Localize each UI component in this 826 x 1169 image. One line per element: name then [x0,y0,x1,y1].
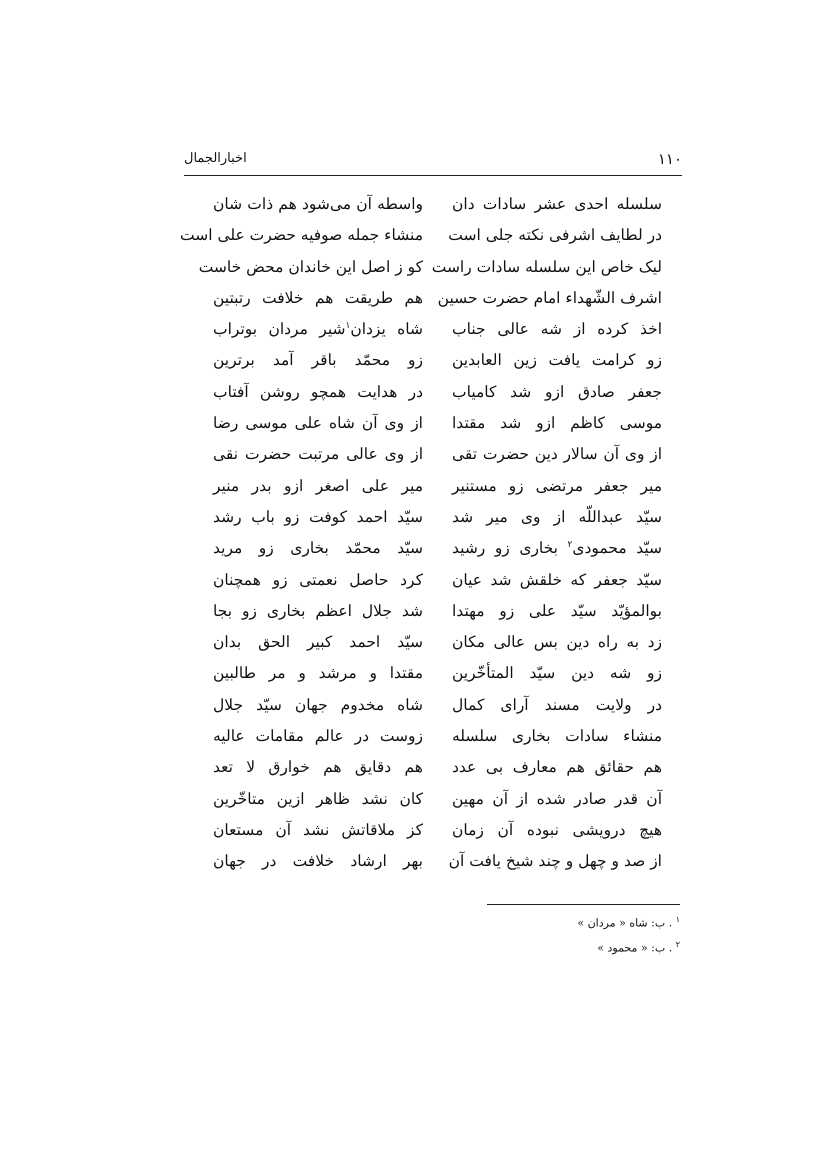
verse-line [452,815,662,846]
verse-line [452,439,662,470]
verse-line [452,533,662,564]
verse-line [452,189,662,220]
verse-line [452,596,662,627]
verse-text: هم دقایق هم خوارق لا تعد [213,758,423,777]
verse-text: زوست در عالم مقامات عالیه [213,727,423,746]
verse-text: سیّد محمّد بخاری زو مرید [213,539,423,558]
verse-line [448,846,662,877]
header-rule [184,175,682,176]
verse-text: در ولایت مسند آرای کمال [452,695,662,714]
verse-text: منشاء جمله صوفیه حضرت علی است [180,226,423,245]
verse-text-continued: بخاری زو رشید [452,539,568,558]
verse-text: منشاء سادات بخاری سلسله [452,727,662,746]
verse-text: سلسله احدی عشر سادات دان [452,195,662,213]
verse-line [198,252,423,283]
verse-text-continued: شیر مردان بوتراب [213,320,346,339]
verse-text: بوالمؤیّد سیّد علی زو مهتدا [452,601,662,620]
verse-text: واسطه آن می‌شود هم ذات شان [213,195,423,213]
footnote-marker: ۱ [345,321,351,332]
verse-line [452,627,662,658]
verse-line [213,314,423,345]
verse-line [213,784,423,815]
verse-line [213,846,423,877]
verse-text: سیّد جعفر که خلقش شد عیان [452,570,662,589]
verse-line [213,596,423,627]
footnote-text: . ب: « محمود » [597,941,676,955]
verse-line [213,690,423,721]
verse-text: سیّد احمد کوفت زو باب رشد [213,507,423,526]
verse-line [213,439,423,470]
running-title: اخبارالجمال [184,151,247,166]
verse-text: اشرف الشّهداء امام حضرت حسین [437,288,662,307]
footnote-marker: ۲ [567,540,573,551]
verse-text: مقتدا و مرشد و مر طالبین [213,664,423,683]
verse-line [452,314,662,345]
verse-line [452,345,662,376]
verse-text: هم طریقت هم خلافت رتبتین [213,288,423,307]
verse-line [452,658,662,689]
poem-column-right [431,189,662,878]
verse-line [213,408,423,439]
verse-text: از صد و چهل و چند شیخ یافت آن [448,852,662,871]
verse-text: زو کرامت یافت زین العابدین [452,351,662,370]
verse-text: شد جلال اعظم بخاری زو بجا [213,601,423,620]
footnote-item [487,934,680,959]
verse-text: در هدایت همچو روشن آفتاب [213,382,423,401]
verse-text: از وی عالی مرتبت حضرت نقی [213,445,423,464]
verse-text: شاه یزدان [350,320,424,339]
verse-line [452,690,662,721]
verse-text: لیک خاص این سلسله سادات راست [431,257,662,276]
verse-line [448,220,662,251]
footnote-item [487,909,680,934]
verse-text: میر جعفر مرتضی زو مستنیر [452,476,662,495]
verse-text: کان نشد ظاهر ازین متاخّرین [213,789,423,808]
verse-line [452,502,662,533]
verse-line [213,627,423,658]
verse-text: اخذ کرده از شه عالی جناب [452,320,662,339]
verse-text: کو ز اصل این خاندان محض خاست [198,257,423,276]
verse-text: بهر ارشاد خلافت در جهان [213,852,423,871]
verse-text: موسی کاظم ازو شد مقتدا [452,414,662,433]
verse-text: کز ملاقاتش نشد آن مستعان [213,820,423,839]
verse-line [452,377,662,408]
verse-line [213,283,423,314]
footnote-rule [487,904,680,905]
verse-line [213,815,423,846]
verse-line [431,252,662,283]
verse-line [452,784,662,815]
verse-text: آن قدر صادر شده از آن مهین [452,789,662,808]
poem-column-left [180,189,424,878]
verse-text: زد به راه دین بس عالی مکان [452,633,662,652]
verse-text: میر علی اصغر ازو بدر منیر [213,476,423,495]
verse-line [452,752,662,783]
verse-line [452,721,662,752]
verse-text: زو شه دین سیّد المتأخّرین [452,664,662,683]
verse-text: کرد حاصل نعمتی زو همچنان [213,570,423,589]
verse-text: از وی آن شاه علی موسی رضا [213,414,423,433]
verse-line [213,752,423,783]
footnotes [487,909,680,958]
verse-line [180,220,423,251]
verse-text: سیّد محمودی [572,539,662,558]
verse-text: از وی آن سالار دین حضرت تقی [452,445,662,464]
verse-text: هیچ درویشی نبوده آن زمان [452,820,662,839]
footnote-number: ۱ [675,915,680,924]
verse-line [213,189,423,220]
verse-text: در لطایف اشرفی نکته جلی است [448,226,662,245]
verse-line [452,408,662,439]
verse-line [213,345,423,376]
verse-line [437,283,662,314]
verse-text: سیّد عبداللّه از وی میر شد [452,507,662,526]
verse-line [213,721,423,752]
verse-line [452,471,662,502]
verse-text: شاه مخدوم جهان سیّد جلال [213,695,423,714]
footnote-text: . ب: شاه « مردان » [577,916,676,930]
footnote-number: ۲ [675,939,680,949]
verse-text: سیّد احمد کبیر الحق بدان [213,633,423,652]
verse-line [213,533,423,564]
verse-line [213,565,423,596]
verse-line [213,471,423,502]
page-number: ۱۱۰ [657,150,682,168]
verse-text: هم حقائق هم معارف بی عدد [452,758,662,777]
verse-line [213,502,423,533]
verse-line [213,377,423,408]
verse-text: جعفر صادق ازو شد کامیاب [452,382,662,401]
verse-line [213,658,423,689]
verse-line [452,565,662,596]
verse-text: زو محمّد باقر آمد برترین [213,351,423,370]
